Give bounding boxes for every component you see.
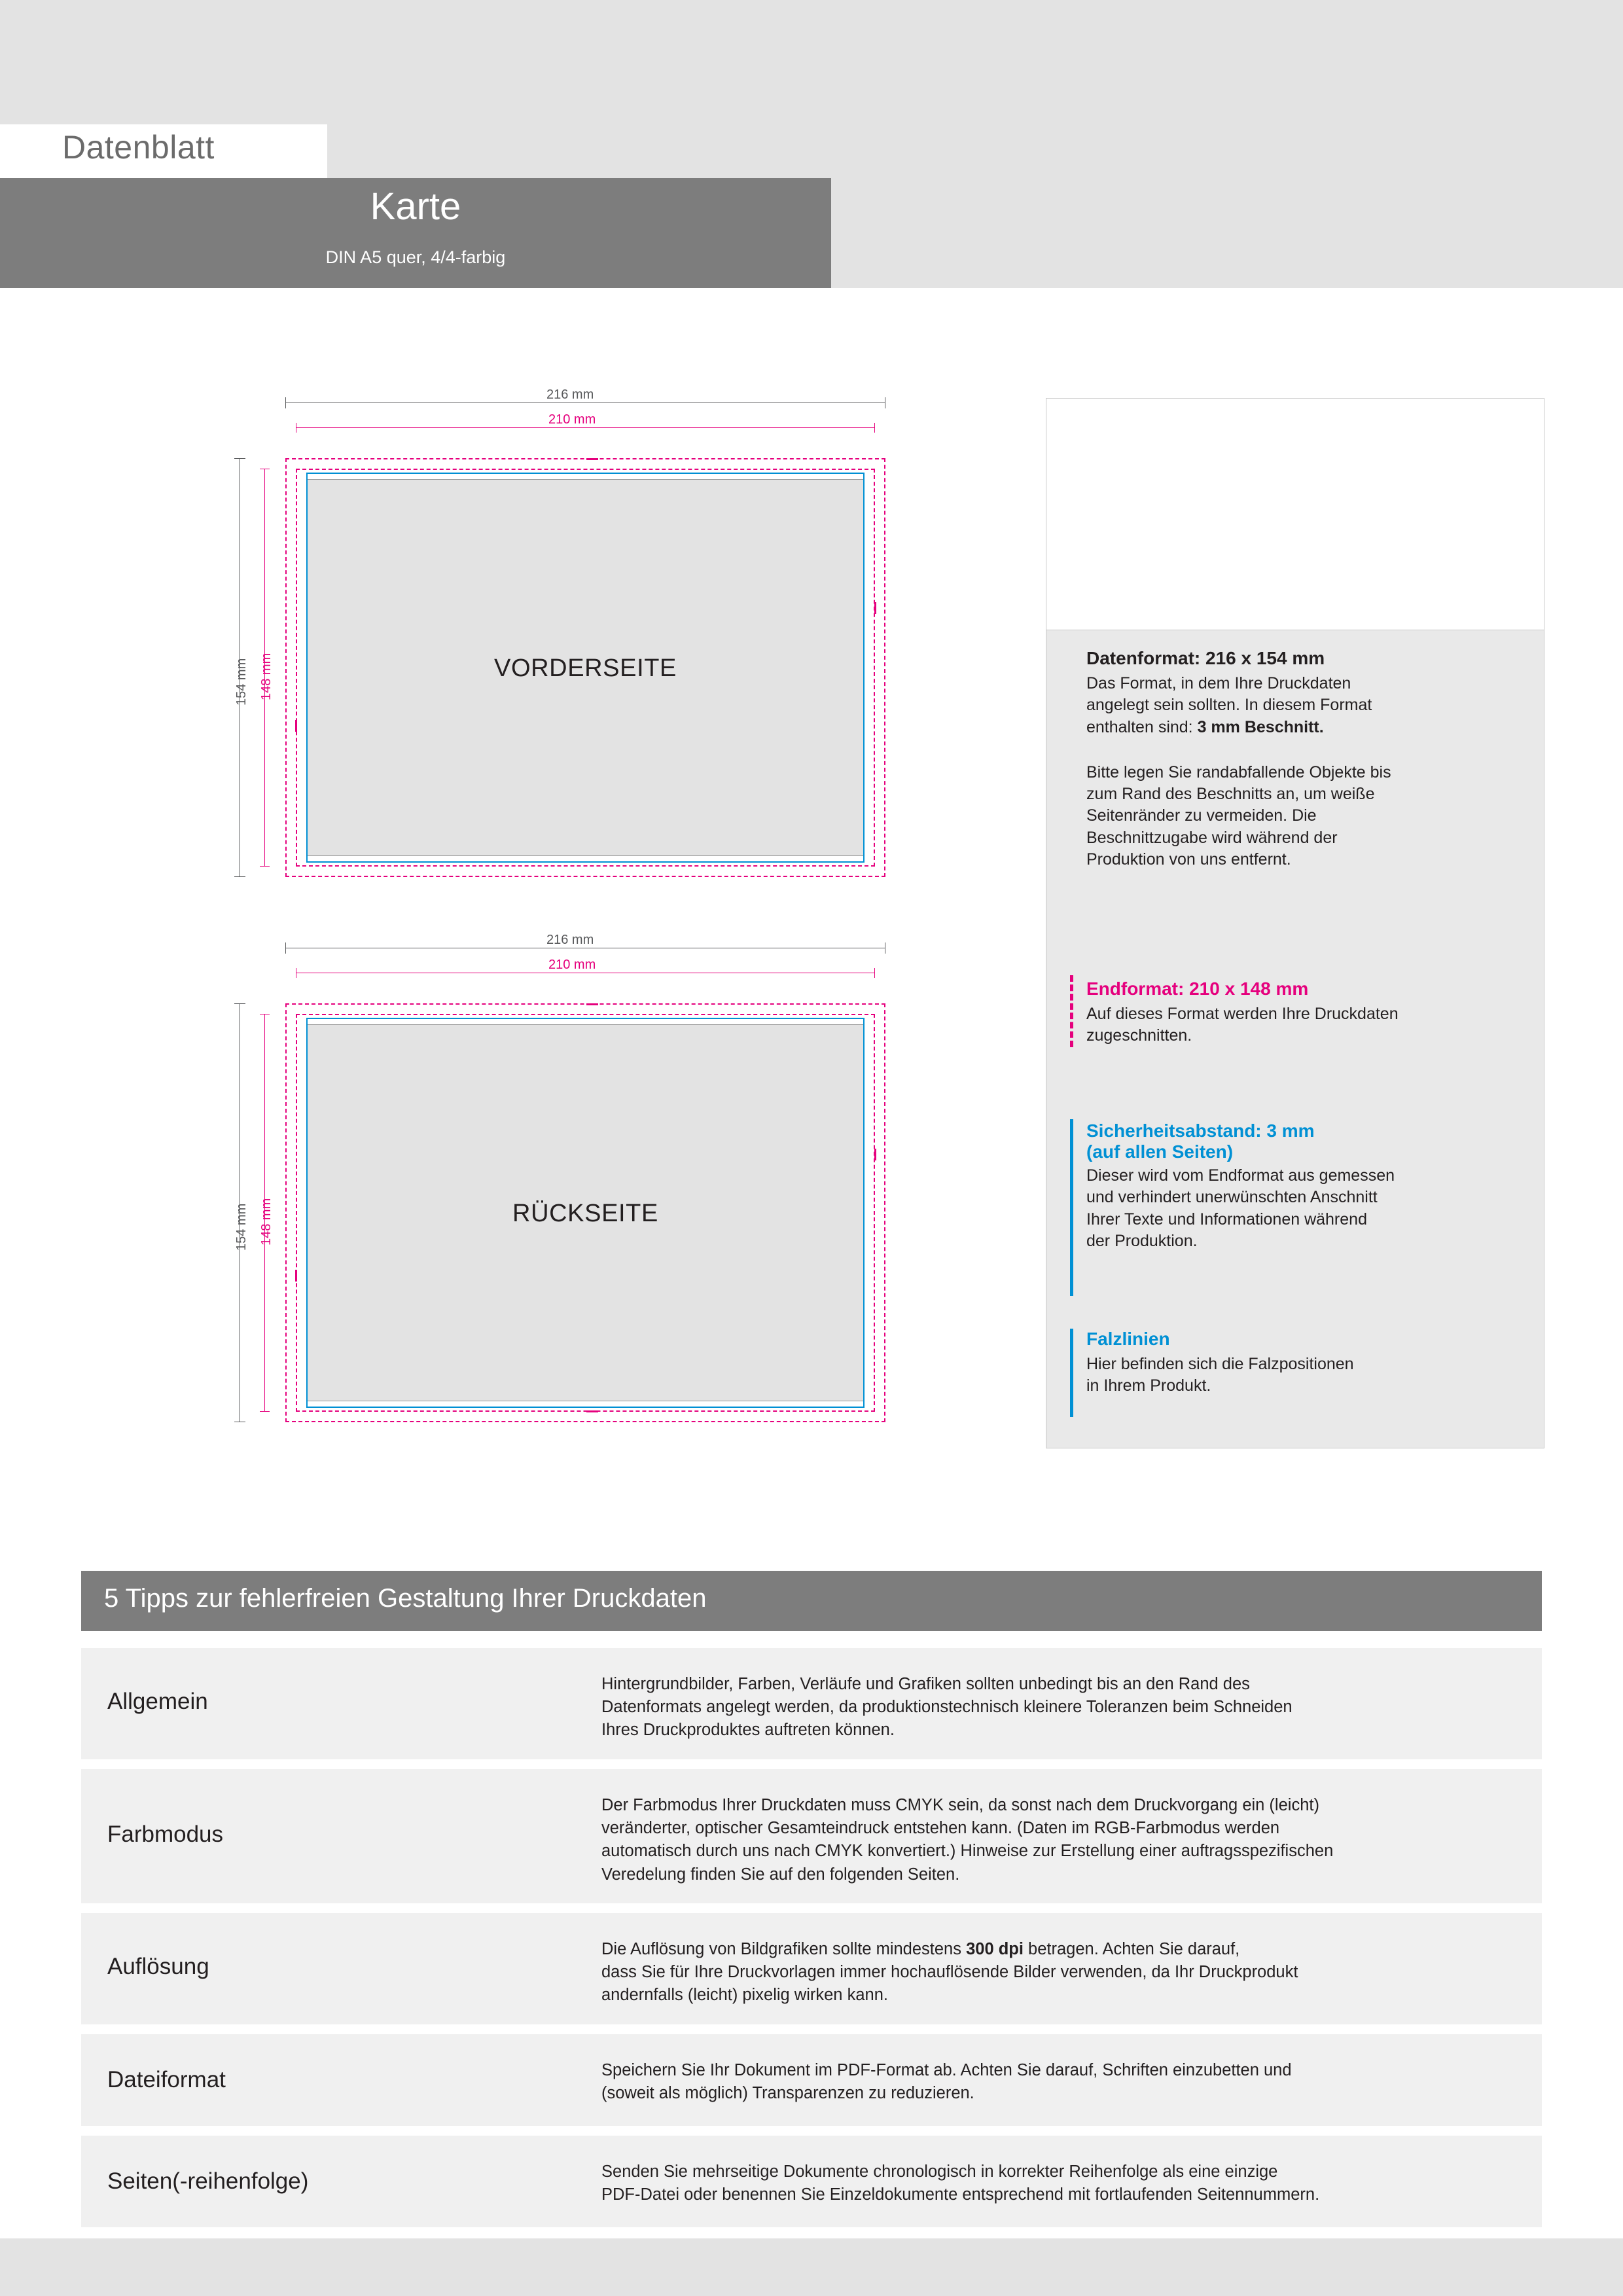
legend-falzlinien-line1: Hier befinden sich die Falzpositionen xyxy=(1086,1355,1354,1373)
legend-datenformat-line3-pre: enthalten sind: xyxy=(1086,717,1198,736)
tip-line: andernfalls (leicht) pixelig wirken kann. xyxy=(601,1986,888,2005)
dim-label-216-front-top: 216 mm xyxy=(546,387,594,402)
tip-label-farbmodus: Farbmodus xyxy=(107,1821,224,1847)
dim-tick xyxy=(874,968,875,978)
tips-header-label: 5 Tipps zur fehlerfreien Gestaltung Ihrer Druckdaten xyxy=(104,1584,707,1613)
product-subtitle: DIN A5 quer, 4/4-farbig xyxy=(325,247,506,267)
legend-datenformat-line1: Das Format, in dem Ihre Druckdaten xyxy=(1086,674,1351,692)
tip-line: automatisch durch uns nach CMYK konvertiert.) Hinweise zur Erstellung einer auftragsspezifischen xyxy=(601,1842,1334,1861)
legend-falzlinien-title: Falzlinien xyxy=(1086,1329,1170,1349)
dim-label-210-back-top: 210 mm xyxy=(548,958,596,972)
dim-line-210-top-front xyxy=(296,427,875,428)
dim-tick xyxy=(234,458,245,459)
tip-line: veränderter, optischer Gesamteindruck entstehen kann. (Daten im RGB-Farbmodus werden xyxy=(601,1819,1280,1838)
front-side-label: VORDERSEITE xyxy=(494,655,677,682)
tip-body-allgemein xyxy=(601,1673,1524,1742)
cut-mark xyxy=(586,1003,598,1005)
legend-safety-line3: Ihrer Texte und Informationen während xyxy=(1086,1210,1367,1229)
tip-body-dateiformat xyxy=(601,2059,1524,2105)
tip-line: (soweit als möglich) Transparenzen zu reduzieren. xyxy=(601,2084,974,2103)
dim-label-210-front-top: 210 mm xyxy=(548,412,596,427)
cut-mark xyxy=(586,458,598,460)
legend-datenformat-title: Datenformat: 216 x 154 mm xyxy=(1086,648,1325,668)
legend-safety-line4: der Produktion. xyxy=(1086,1231,1198,1250)
legend-datenformat-line2: angelegt sein sollten. In diesem Format xyxy=(1086,696,1372,715)
page-title: Datenblatt xyxy=(62,129,215,166)
tip-line: Speichern Sie Ihr Dokument im PDF-Format ab. Achten Sie darauf, Schriften einzubetten und xyxy=(601,2061,1292,2079)
tip-label-seitenreihenfolge: Seiten(-reihenfolge) xyxy=(107,2168,309,2194)
tip-label-dateiformat: Dateiformat xyxy=(107,2067,226,2092)
cut-mark xyxy=(874,1149,876,1160)
tip-line: Der Farbmodus Ihrer Druckdaten muss CMYK sein, da sonst nach dem Druckvorgang ein (leicht) xyxy=(601,1796,1319,1814)
tip-body-farbmodus xyxy=(601,1794,1524,1886)
tips-header xyxy=(81,1571,1542,1631)
back-side-label: RÜCKSEITE xyxy=(512,1200,658,1227)
legend-falzlinien-line2: in Ihrem Produkt. xyxy=(1086,1376,1211,1395)
dim-label-154-back: 154 mm xyxy=(234,1203,249,1251)
product-title: Karte xyxy=(370,185,461,228)
tip-line: PDF-Datei oder benennen Sie Einzeldokumente entsprechend mit fortlaufenden Seitennummern. xyxy=(601,2185,1320,2204)
legend-endformat-line1: Auf dieses Format werden Ihre Druckdaten xyxy=(1086,1005,1399,1023)
legend-datenformat-p2l2: zum Rand des Beschnitts an, um weiße xyxy=(1086,785,1375,803)
dim-tick xyxy=(234,876,245,877)
legend-safety-title: Sicherheitsabstand: 3 mm xyxy=(1086,1121,1315,1141)
dim-tick xyxy=(260,1411,270,1412)
tip-body-aufloesung xyxy=(601,1938,1524,2007)
legend-safety-subtitle: (auf allen Seiten) xyxy=(1086,1141,1234,1162)
tip-body-seitenreihenfolge xyxy=(601,2161,1524,2206)
legend-datenformat-p2l5: Produktion von uns entfernt. xyxy=(1086,850,1291,869)
dim-tick xyxy=(285,397,286,408)
legend-endformat-line2: zugeschnitten. xyxy=(1086,1026,1192,1045)
legend-endformat-marker xyxy=(1070,975,1077,1047)
tip-label-allgemein: Allgemein xyxy=(107,1689,208,1714)
tip-line: dass Sie für Ihre Druckvorlagen immer hochauflösende Bilder verwenden, da Ihr Druckprodukt xyxy=(601,1963,1298,1982)
legend-endformat-title: Endformat: 210 x 148 mm xyxy=(1086,978,1309,999)
table-row xyxy=(81,2034,1542,2126)
dim-tick xyxy=(874,423,875,433)
legend-safety-line1: Dieser wird vom Endformat aus gemessen xyxy=(1086,1166,1395,1185)
legend-datenformat-bleed: 3 mm Beschnitt. xyxy=(1197,717,1324,736)
legend-section-datenformat xyxy=(1086,648,1518,870)
tip-line: Ihres Druckproduktes auftreten können. xyxy=(601,1721,895,1740)
tip-line: Datenformats angelegt werden, da produktionstechnisch kleinere Toleranzen beim Schneiden xyxy=(601,1698,1293,1717)
tip-line: Hintergrundbilder, Farben, Verläufe und Grafiken sollten unbedingt bis an den Rand des xyxy=(601,1675,1250,1693)
table-row xyxy=(81,2136,1542,2227)
legend-datenformat-p2l4: Beschnittzugabe wird während der xyxy=(1086,828,1338,847)
legend-section-endformat xyxy=(1086,978,1518,1047)
table-row xyxy=(81,1648,1542,1759)
cut-mark xyxy=(295,720,297,732)
legend-datenformat-p2l1: Bitte legen Sie randabfallende Objekte bis xyxy=(1086,762,1391,781)
dim-label-216-back-top: 216 mm xyxy=(546,933,594,947)
tip-line: Veredelung finden Sie auf den folgenden Seiten. xyxy=(601,1865,960,1884)
dim-label-154-front: 154 mm xyxy=(234,658,249,706)
tip-line: Senden Sie mehrseitige Dokumente chronologisch in korrekter Reihenfolge als eine einzige xyxy=(601,2162,1278,2181)
legend-section-falzlinien xyxy=(1086,1329,1518,1397)
tip-label-aufloesung: Auflösung xyxy=(107,1954,209,1979)
legend-fold-marker xyxy=(1070,1329,1073,1417)
dim-tick xyxy=(234,1003,245,1004)
dim-tick xyxy=(285,942,286,954)
footer-band xyxy=(0,2238,1623,2296)
cut-mark xyxy=(874,602,876,614)
legend-datenformat-p2l3: Seitenränder zu vermeiden. Die xyxy=(1086,806,1317,825)
cut-mark xyxy=(295,1270,297,1282)
cut-mark xyxy=(586,1410,598,1412)
dim-label-148-front: 148 mm xyxy=(259,653,274,700)
tip-line: Die Auflösung von Bildgrafiken sollte mindestens 300 dpi betragen. Achten Sie darauf, xyxy=(601,1940,1240,1958)
legend-section-sicherheitsabstand xyxy=(1086,1121,1518,1252)
dim-tick xyxy=(260,866,270,867)
legend-safety-marker xyxy=(1070,1119,1073,1296)
table-row xyxy=(81,1913,1542,2024)
dim-label-148-back: 148 mm xyxy=(259,1198,274,1246)
legend-illustration-box xyxy=(1046,398,1544,630)
legend-safety-line2: und verhindert unerwünschten Anschnitt xyxy=(1086,1188,1378,1207)
legend-datenformat-line3 xyxy=(1086,717,1518,738)
table-row xyxy=(81,1769,1542,1903)
